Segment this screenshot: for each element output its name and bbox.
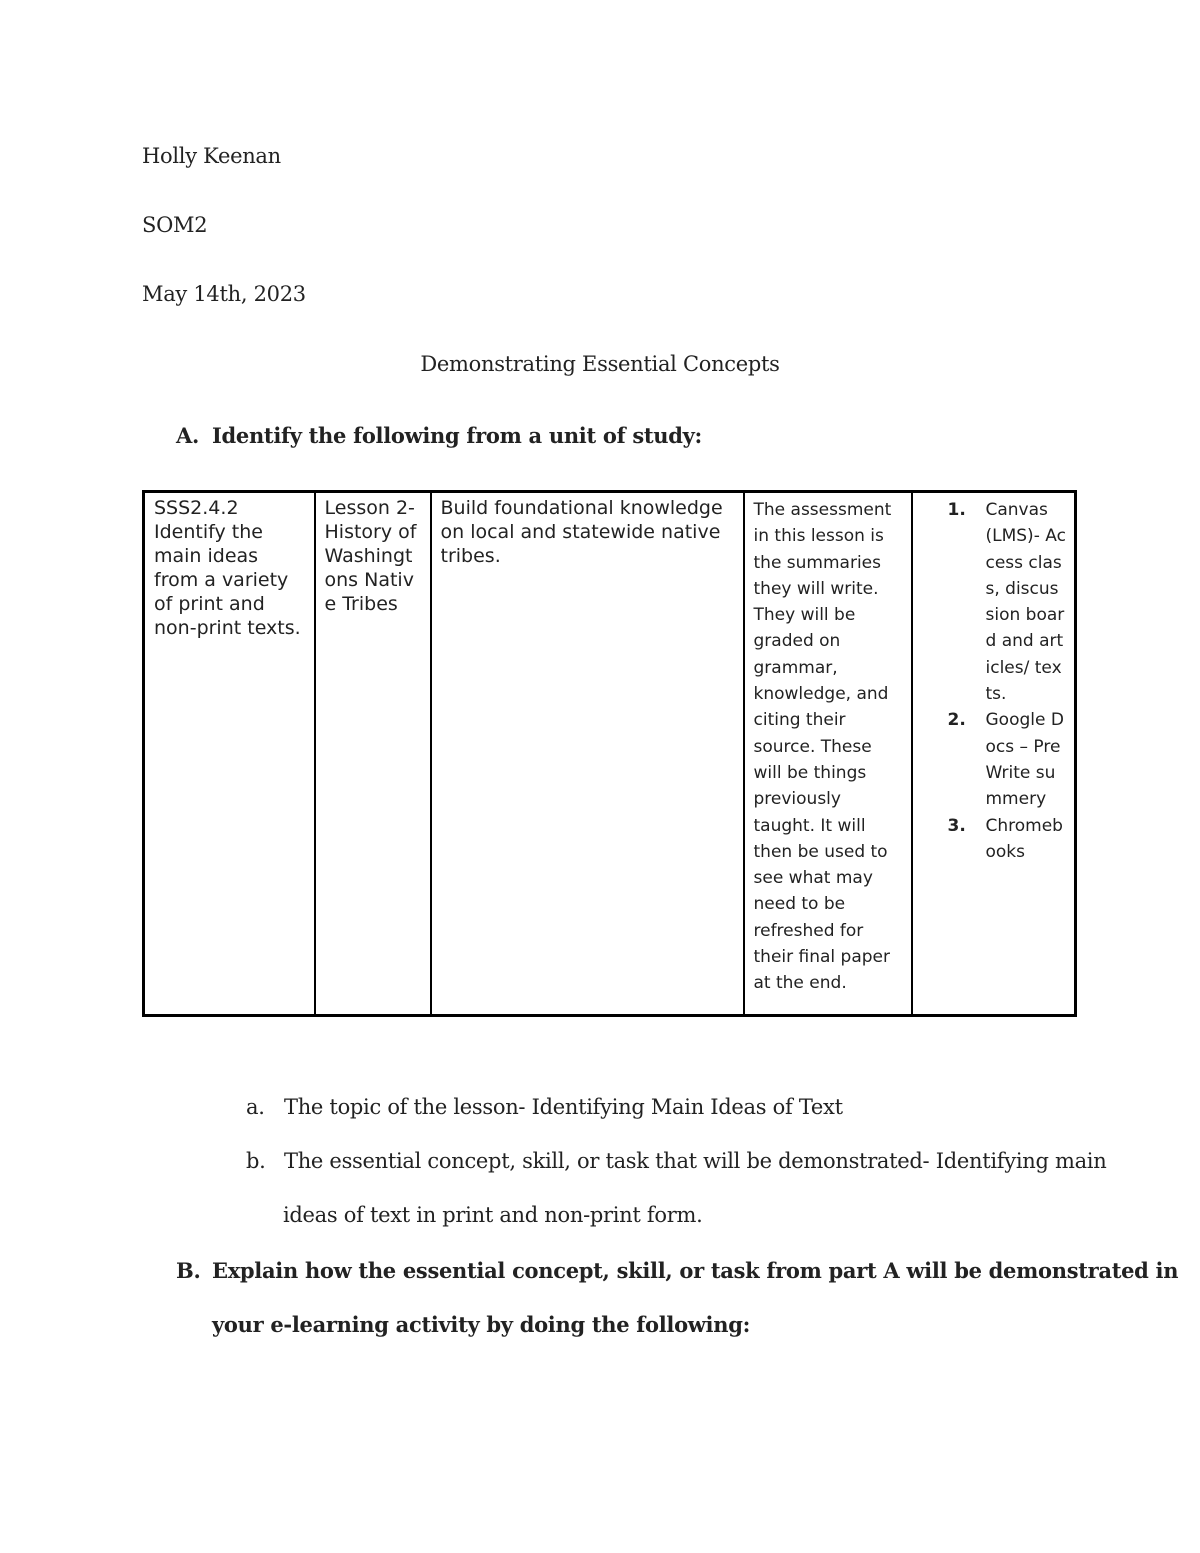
assessment-text: The assessment in this lesson is the summaries they will write. They will be graded on grammar, knowledge, and citing their source. These will be things previously taught. It will then be used to see what may need to be refreshed for their final paper at the end.	[753, 500, 892, 994]
lesson-cell	[315, 492, 431, 1016]
resources-cell	[912, 492, 1076, 1016]
list-item	[913, 813, 1067, 866]
section-b-marker: B.	[176, 1258, 201, 1283]
list-number: 2.	[947, 710, 966, 731]
standard-cell	[144, 492, 315, 1016]
resources-list	[913, 497, 1067, 865]
sub-item-b-continuation: ideas of text in print and non-print form.	[283, 1203, 703, 1227]
list-number: 3.	[947, 815, 966, 836]
unit-table	[142, 490, 1077, 1017]
table-row	[144, 492, 1076, 1016]
section-a-marker: A.	[176, 423, 200, 448]
section-b-heading	[176, 1258, 1178, 1283]
sub-item-b	[246, 1149, 1106, 1173]
section-b-text-line1: Explain how the essential concept, skill, or task from part A will be demonstrated in	[212, 1258, 1179, 1283]
author-name: Holly Keenan	[142, 144, 281, 168]
list-number: 1.	[947, 500, 966, 520]
list-text: Chromebooks	[985, 815, 1063, 862]
sub-item-b-marker: b.	[246, 1149, 266, 1173]
objective-cell	[431, 492, 744, 1016]
sub-item-a-marker: a.	[246, 1095, 265, 1119]
sub-item-b-text: The essential concept, skill, or task that will be demonstrated- Identifying main	[284, 1149, 1107, 1173]
document-title: Demonstrating Essential Concepts	[420, 352, 780, 376]
list-text: Google Docs – Pre Write summery	[985, 710, 1064, 810]
objective-text: Build foundational knowledge on local and statewide native tribes.	[440, 497, 723, 567]
list-item	[913, 707, 1067, 812]
section-a-heading	[176, 423, 702, 448]
document-date: May 14th, 2023	[142, 282, 306, 306]
section-a-text: Identify the following from a unit of study:	[212, 423, 702, 448]
list-item	[913, 497, 1067, 707]
section-b-text-line2: your e-learning activity by doing the following:	[212, 1312, 751, 1337]
standard-text: SSS2.4.2 Identify the main ideas from a variety of print and non-print texts.	[154, 497, 301, 639]
course-code: SOM2	[142, 213, 208, 237]
lesson-text: Lesson 2- History of Washingtons Native Tribes	[324, 497, 417, 615]
sub-item-a	[246, 1095, 843, 1119]
sub-item-a-text: The topic of the lesson- Identifying Main Ideas of Text	[284, 1095, 843, 1119]
list-text: Canvas (LMS)- Access class, discussion board and articles/ texts.	[985, 500, 1066, 705]
assessment-cell	[744, 492, 912, 1016]
